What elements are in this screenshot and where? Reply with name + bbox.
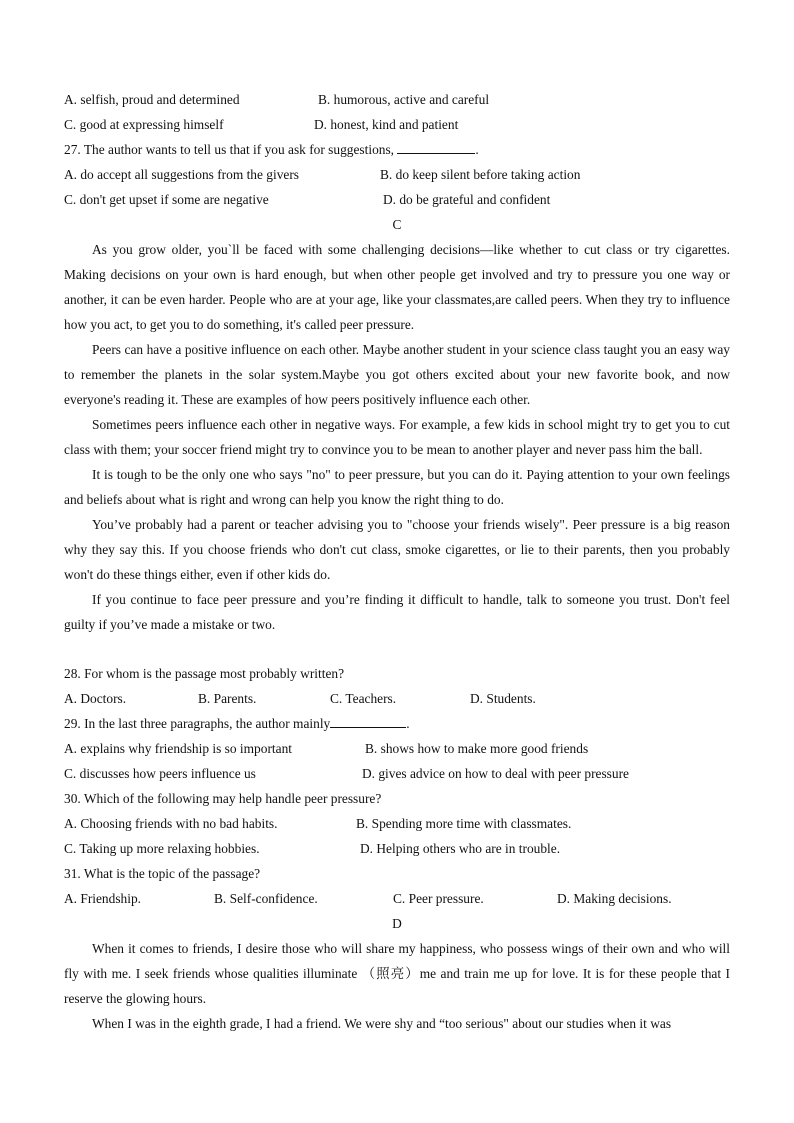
q26-option-d[interactable]: D. honest, kind and patient: [314, 117, 459, 132]
q31-option-a[interactable]: A. Friendship.: [64, 891, 141, 906]
passage-c-paragraph: Peers can have a positive influence on each other. Maybe another student in your science class taught you an easy way to remember the planets in the solar system.Maybe you got others excited about your new favorite book, and now everyone's reading it. These are examples of how peers positively influence each other.: [64, 342, 730, 407]
q26-option-b[interactable]: B. humorous, active and careful: [318, 92, 490, 107]
passage-c-paragraph: As you grow older, you`ll be faced with some challenging decisions—like whether to cut class or try cigarettes. Making decisions on your own is hard enough, but when other people get involved and try to pressure you one way or another, it can be even harder. People who are at your age, like your classmates,are called peers. When they try to influence how you act, to get you to do something, it's called peer pressure.: [64, 242, 730, 332]
q28-option-d[interactable]: D. Students.: [470, 691, 536, 706]
q30-option-b[interactable]: B. Spending more time with classmates.: [356, 816, 572, 831]
q31-option-b[interactable]: B. Self-confidence.: [214, 891, 318, 906]
q30-stem: 30. Which of the following may help handle peer pressure?: [64, 791, 382, 806]
q31-option-c[interactable]: C. Peer pressure.: [393, 891, 484, 906]
q30-option-d[interactable]: D. Helping others who are in trouble.: [360, 841, 561, 856]
q26-option-c[interactable]: C. good at expressing himself: [64, 117, 224, 132]
q29-stem: [64, 711, 410, 736]
passage-c-paragraph: You’ve probably had a parent or teacher advising you to "choose your friends wisely". Peer pressure is a big reason why they say this. If you choose friends who don't cut class, smoke cigarettes, or lie to their parents, then you probably won't do these things either, even if other kids do.: [64, 517, 730, 582]
passage-d-paragraph: When it comes to friends, I desire those who will share my happiness, who possess wings of their own and who will fly with me. I seek friends whose qualities illuminate （照亮）me and train me up for love. It is for these people that I reserve the glowing hours.: [64, 941, 730, 1006]
q29-option-b[interactable]: B. shows how to make more good friends: [365, 741, 589, 756]
q30-option-a[interactable]: A. Choosing friends with no bad habits.: [64, 816, 278, 831]
q27-answer-blank[interactable]: [397, 141, 475, 154]
q31-stem: 31. What is the topic of the passage?: [64, 866, 261, 881]
q27-option-c[interactable]: C. don't get upset if some are negative: [64, 192, 269, 207]
q31-option-d[interactable]: D. Making decisions.: [557, 891, 672, 906]
q27-option-d[interactable]: D. do be grateful and confident: [383, 192, 551, 207]
q29-answer-blank[interactable]: [330, 715, 406, 728]
q29-option-d[interactable]: D. gives advice on how to deal with peer pressure: [362, 766, 629, 781]
section-c-heading: C: [392, 217, 402, 232]
q28-option-a[interactable]: A. Doctors.: [64, 691, 127, 706]
passage-c-paragraph: Sometimes peers influence each other in negative ways. For example, a few kids in school might try to get you to cut class with them; your soccer friend might try to convince you to be mean to another player and never pass him the ball.: [64, 417, 730, 457]
q27-stem-text: 27. The author wants to tell us that if you ask for suggestions,: [64, 142, 395, 157]
q28-stem: 28. For whom is the passage most probably written?: [64, 666, 345, 681]
passage-d-paragraph: When I was in the eighth grade, I had a friend. We were shy and “too serious" about our studies when it was: [92, 1016, 672, 1031]
q28-option-c[interactable]: C. Teachers.: [330, 691, 397, 706]
q26-option-a[interactable]: A. selfish, proud and determined: [64, 92, 240, 107]
section-c-passage: [64, 237, 730, 637]
q27-stem-end: .: [475, 142, 479, 157]
passage-c-paragraph: If you continue to face peer pressure and you’re finding it difficult to handle, talk to someone you trust. Don't feel guilty if you’ve made a mistake or two.: [64, 592, 730, 632]
section-d-passage: [64, 936, 730, 1036]
q27-stem: [64, 137, 479, 162]
q27-option-a[interactable]: A. do accept all suggestions from the givers: [64, 167, 300, 182]
q29-option-a[interactable]: A. explains why friendship is so important: [64, 741, 292, 756]
passage-c-paragraph: It is tough to be the only one who says "no" to peer pressure, but you can do it. Paying attention to your own feelings and beliefs about what is right and wrong can help you know the right thing to do.: [64, 467, 730, 507]
q29-stem-end: .: [406, 716, 410, 731]
section-d-heading: D: [392, 916, 402, 931]
q29-stem-text: 29. In the last three paragraphs, the author mainly: [64, 716, 331, 731]
q27-option-b[interactable]: B. do keep silent before taking action: [380, 167, 581, 182]
q30-option-c[interactable]: C. Taking up more relaxing hobbies.: [64, 841, 260, 856]
q28-option-b[interactable]: B. Parents.: [198, 691, 257, 706]
q29-option-c[interactable]: C. discusses how peers influence us: [64, 766, 256, 781]
